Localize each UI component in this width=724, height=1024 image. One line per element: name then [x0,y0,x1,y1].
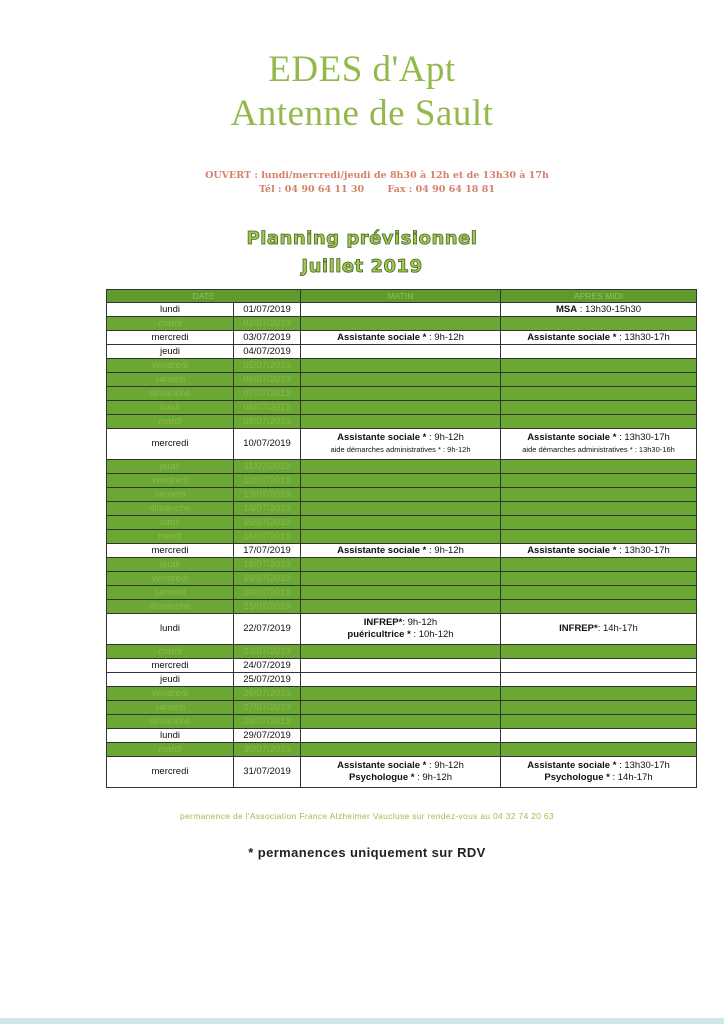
row-day: lundi [107,401,234,415]
table-row [107,673,697,687]
table-row [107,530,697,544]
table-row [107,600,697,614]
row-apres-midi [501,701,697,715]
row-apres-midi [501,558,697,572]
row-date: 02/07/2019 [234,317,301,331]
entry-service: puéricultrice * [347,629,411,640]
row-day: mercredi [107,659,234,673]
entry-time: : 9h-12h [426,432,464,443]
appointment-entry [501,444,696,456]
row-day: samedi [107,373,234,387]
row-day: vendredi [107,572,234,586]
table-row [107,331,697,345]
row-day: vendredi [107,359,234,373]
entry-time: : 13h30-15h30 [577,303,642,315]
entry-time: : 13h30-17h [616,544,670,556]
row-day: lundi [107,729,234,743]
row-date: 09/07/2019 [234,415,301,429]
row-date: 31/07/2019 [234,757,301,788]
table-body [107,303,697,788]
row-matin [301,530,501,544]
row-day: dimanche [107,715,234,729]
row-matin [301,572,501,586]
table-row [107,373,697,387]
row-date: 12/07/2019 [234,474,301,488]
table-row [107,502,697,516]
entry-time: : 14h-17h [597,623,638,634]
entry-time: : 9h-12h [426,760,464,771]
row-date: 14/07/2019 [234,502,301,516]
opening-hours: OUVERT : lundi/mercredi/jeudi de 8h30 à 12h et de 13h30 à 17h [205,170,549,181]
row-date: 26/07/2019 [234,687,301,701]
entry-service: Assistante sociale * [527,544,617,556]
entry-time: : 10h-12h [410,629,454,640]
table-row [107,645,697,659]
row-day: mercredi [107,757,234,788]
row-matin [301,586,501,600]
row-apres-midi [501,600,697,614]
entry-time: : 13h30-17h [616,432,670,443]
row-date: 30/07/2019 [234,743,301,757]
row-apres-midi [501,516,697,530]
table-header-row [107,290,697,303]
row-day: vendredi [107,474,234,488]
row-day: jeudi [107,673,234,687]
row-date: 20/07/2019 [234,586,301,600]
row-matin [301,729,501,743]
row-matin [301,558,501,572]
table-row [107,460,697,474]
appointment-entry [501,772,696,784]
row-day: jeudi [107,558,234,572]
row-day: mardi [107,743,234,757]
row-apres-midi [501,544,697,558]
row-matin [301,715,501,729]
appointment-entry [301,629,500,641]
entry-service: aide démarches administratives * [330,445,441,454]
row-day: vendredi [107,687,234,701]
row-date: 08/07/2019 [234,401,301,415]
row-apres-midi [501,387,697,401]
row-date: 17/07/2019 [234,544,301,558]
row-day: samedi [107,488,234,502]
row-matin [301,303,501,317]
row-apres-midi [501,488,697,502]
row-date: 23/07/2019 [234,645,301,659]
appointment-entry [501,545,696,557]
row-day: jeudi [107,345,234,359]
row-apres-midi [501,614,697,645]
row-matin [301,488,501,502]
row-apres-midi [501,429,697,460]
row-day: lundi [107,614,234,645]
header-date: DATE [107,290,301,303]
table-row [107,558,697,572]
table-row [107,516,697,530]
row-matin [301,701,501,715]
row-apres-midi [501,474,697,488]
row-day: lundi [107,516,234,530]
appointment-entry [301,444,500,456]
row-day: lundi [107,303,234,317]
row-matin [301,415,501,429]
row-matin [301,401,501,415]
row-date: 25/07/2019 [234,673,301,687]
row-matin [301,757,501,788]
fax-number: Fax : 04 90 64 18 81 [387,184,495,195]
entry-service: Psychologue * [349,772,415,783]
row-date: 06/07/2019 [234,373,301,387]
row-day: mardi [107,645,234,659]
table-row [107,474,697,488]
table-row [107,572,697,586]
row-apres-midi [501,331,697,345]
row-date: 18/07/2019 [234,558,301,572]
table-row [107,359,697,373]
entry-time: : 14h-17h [609,772,653,783]
planning-table [106,289,697,788]
table-row [107,687,697,701]
entry-service: INFREP* [559,623,598,634]
row-matin [301,544,501,558]
planning-month: Juillet 2019 [301,256,423,277]
entry-service: Assistante sociale * [337,331,427,343]
appointment-entry [301,760,500,772]
row-matin [301,359,501,373]
appointment-entry [301,617,500,629]
row-date: 28/07/2019 [234,715,301,729]
row-date: 01/07/2019 [234,303,301,317]
row-matin [301,474,501,488]
entry-time: : 9h-12h [440,445,471,454]
row-date: 03/07/2019 [234,331,301,345]
row-matin [301,317,501,331]
row-date: 29/07/2019 [234,729,301,743]
appointment-entry [501,304,696,316]
row-day: dimanche [107,387,234,401]
row-apres-midi [501,687,697,701]
rdv-note: * permanences uniquement sur RDV [248,845,486,860]
appointment-entry [301,332,500,344]
table-row [107,757,697,788]
row-date: 24/07/2019 [234,659,301,673]
row-day: dimanche [107,502,234,516]
entry-time: : 13h30-17h [616,760,670,771]
row-apres-midi [501,530,697,544]
table-row [107,614,697,645]
row-apres-midi [501,401,697,415]
entry-time: : 9h-12h [402,617,438,628]
appointment-entry [501,432,696,444]
row-apres-midi [501,373,697,387]
appointment-entry [501,332,696,344]
scan-edge [0,1018,724,1024]
row-matin [301,429,501,460]
row-matin [301,645,501,659]
table-row [107,429,697,460]
row-date: 04/07/2019 [234,345,301,359]
row-day: samedi [107,586,234,600]
row-apres-midi [501,757,697,788]
table-row [107,715,697,729]
table-row [107,659,697,673]
row-apres-midi [501,659,697,673]
row-matin [301,673,501,687]
header-matin: MATIN [301,290,501,303]
row-matin [301,331,501,345]
appointment-entry [301,432,500,444]
row-date: 16/07/2019 [234,530,301,544]
row-date: 27/07/2019 [234,701,301,715]
table-row [107,586,697,600]
row-date: 15/07/2019 [234,516,301,530]
appointment-entry [501,623,696,635]
entry-service: MSA [555,303,578,315]
row-day: mardi [107,317,234,331]
entry-service: Assistante sociale * [337,544,427,556]
table-row [107,317,697,331]
table-row [107,387,697,401]
appointment-entry [501,760,696,772]
row-day: mercredi [107,544,234,558]
entry-service: Assistante sociale * [527,331,617,343]
row-matin [301,687,501,701]
row-matin [301,614,501,645]
row-apres-midi [501,359,697,373]
row-day: jeudi [107,460,234,474]
row-apres-midi [501,729,697,743]
row-date: 07/07/2019 [234,387,301,401]
row-matin [301,516,501,530]
table-row [107,729,697,743]
table-row [107,488,697,502]
entry-time: : 9h-12h [426,544,464,556]
row-apres-midi [501,715,697,729]
entry-service: Assistante sociale * [337,760,427,771]
row-apres-midi [501,460,697,474]
alzheimer-note: permanence de l'Association France Alzheimer Vaucluse sur rendez-vous au 04 32 74 20 63 [180,811,554,821]
row-date: 10/07/2019 [234,429,301,460]
row-matin [301,600,501,614]
entry-service: Assistante sociale * [527,760,617,771]
row-apres-midi [501,586,697,600]
table-row [107,401,697,415]
row-day: mardi [107,415,234,429]
table-row [107,743,697,757]
row-date: 21/07/2019 [234,600,301,614]
title-line-2: Antenne de Sault [230,93,494,134]
phone-number: Tél : 04 90 64 11 30 [259,184,365,195]
entry-service: INFREP* [363,617,403,628]
entry-service: Psychologue * [544,772,610,783]
row-matin [301,659,501,673]
row-apres-midi [501,743,697,757]
row-apres-midi [501,673,697,687]
row-day: mercredi [107,429,234,460]
row-date: 05/07/2019 [234,359,301,373]
table-row [107,345,697,359]
entry-service: Assistante sociale * [337,432,427,443]
row-day: mercredi [107,331,234,345]
table-row [107,544,697,558]
appointment-entry [301,545,500,557]
row-matin [301,460,501,474]
title-line-1: EDES d'Apt [268,49,456,90]
row-day: mardi [107,530,234,544]
row-matin [301,743,501,757]
entry-service: Assistante sociale * [527,432,617,443]
row-day: dimanche [107,600,234,614]
row-date: 11/07/2019 [234,460,301,474]
row-apres-midi [501,345,697,359]
entry-time: : 9h-12h [414,772,452,783]
row-matin [301,373,501,387]
entry-time: : 13h30-17h [616,331,670,343]
row-apres-midi [501,317,697,331]
row-apres-midi [501,415,697,429]
row-apres-midi [501,502,697,516]
planning-title: Planning prévisionnel [246,228,478,249]
row-matin [301,502,501,516]
appointment-entry [301,772,500,784]
table-row [107,701,697,715]
table-row [107,415,697,429]
row-date: 19/07/2019 [234,572,301,586]
entry-service: aide démarches administratives * [522,445,633,454]
row-date: 13/07/2019 [234,488,301,502]
row-apres-midi [501,645,697,659]
row-apres-midi [501,303,697,317]
entry-time: : 13h30-16h [632,445,675,454]
row-day: samedi [107,701,234,715]
header-apres-midi: APRES MIDI [501,290,697,303]
entry-time: : 9h-12h [426,331,464,343]
row-date: 22/07/2019 [234,614,301,645]
row-matin [301,345,501,359]
contact-line [0,184,724,195]
table-row [107,303,697,317]
row-matin [301,387,501,401]
row-apres-midi [501,572,697,586]
